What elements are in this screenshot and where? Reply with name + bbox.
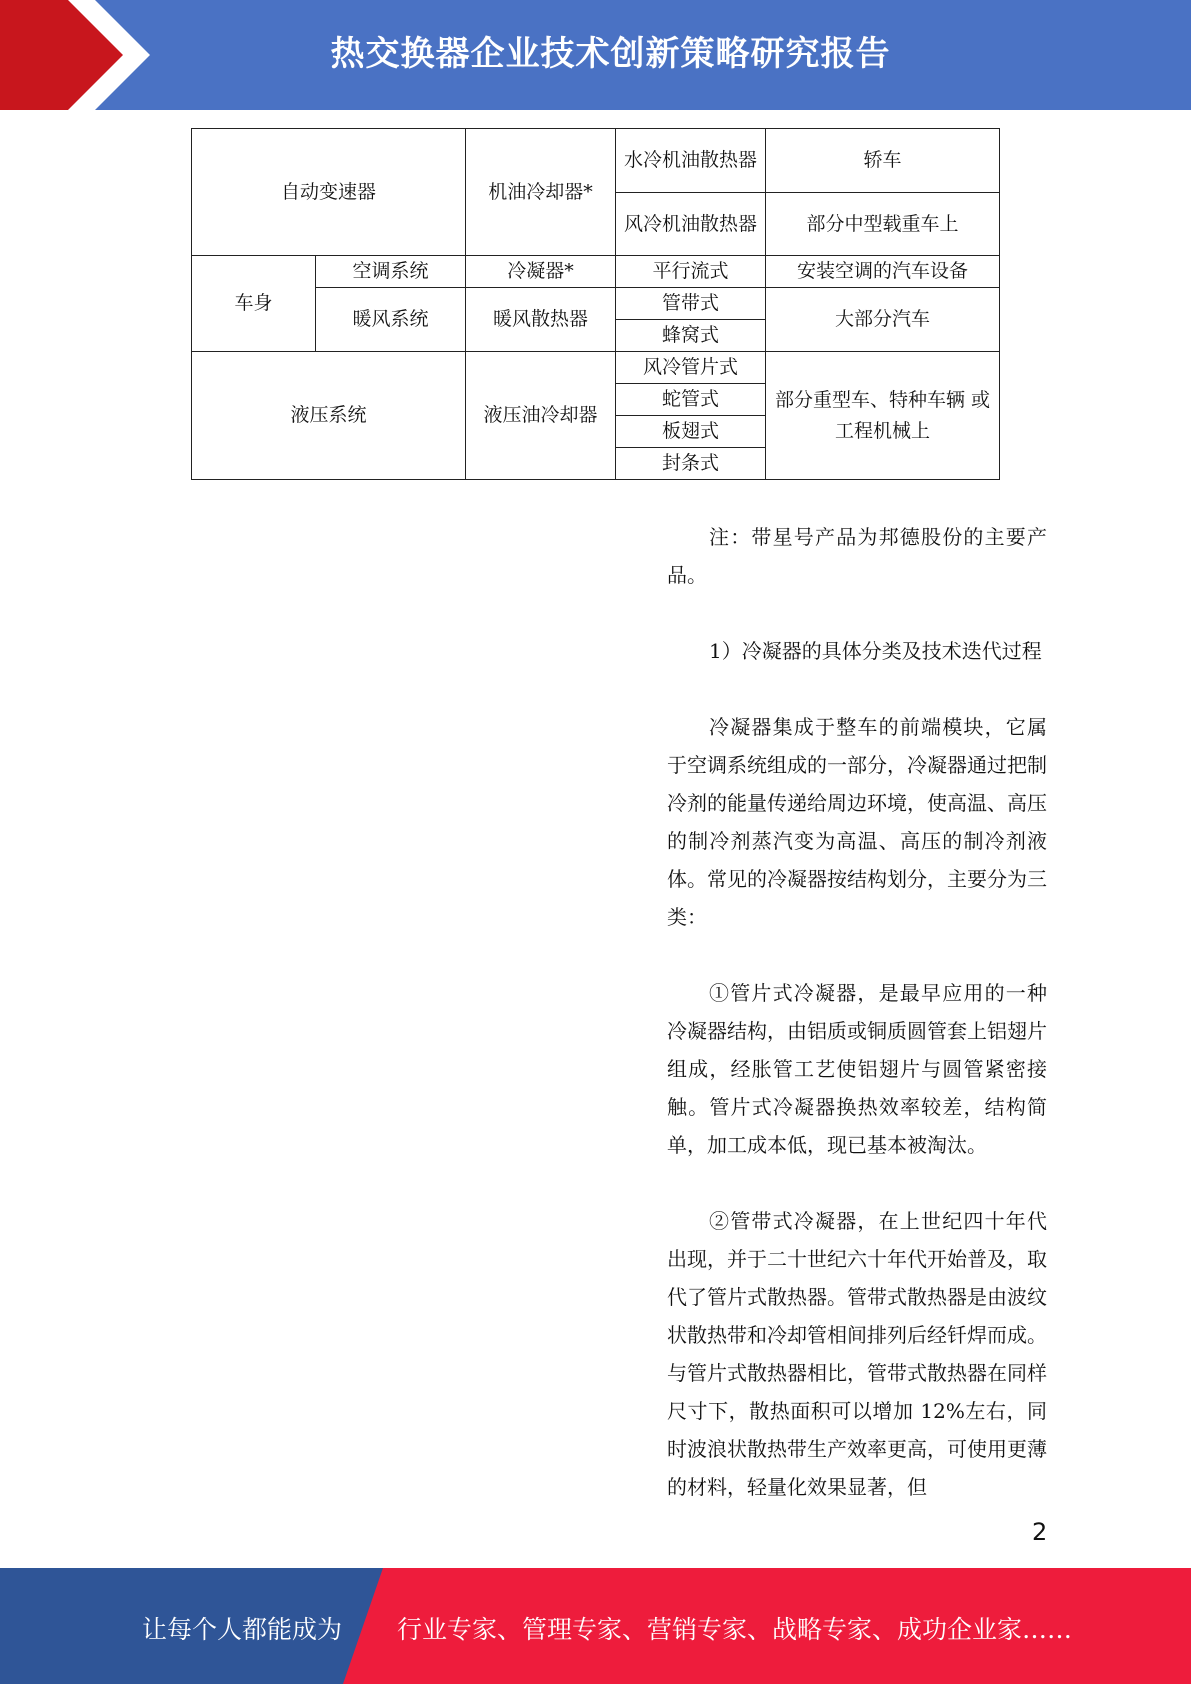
body-text-column [667,518,1047,1506]
table-cell: 蜂窝式 [616,320,766,352]
section-heading: 1）冷凝器的具体分类及技术迭代过程 [709,639,1042,663]
table-cell: 蛇管式 [616,384,766,416]
page-footer [0,1568,1191,1684]
table-cell: 自动变速器 [192,129,466,256]
table-cell: 车身 [192,256,316,352]
table-cell: 管带式 [616,288,766,320]
table-cell: 封条式 [616,448,766,480]
table-cell: 大部分汽车 [766,288,1000,352]
table-cell: 轿车 [766,129,1000,193]
page-number: 2 [1032,1518,1048,1546]
table-cell: 液压系统 [192,352,466,480]
footer-slogan-left: 让每个人都能成为 [142,1615,343,1644]
table-cell: 液压油冷却器 [466,352,616,480]
table-cell: 风冷管片式 [616,352,766,384]
table-cell: 暖风系统 [316,288,466,352]
body-paragraph: ②管带式冷凝器，在上世纪四十年代出现，并于二十世纪六十年代开始普及，取代了管片式散热器。管带式散热器是由波纹状散热带和冷却管相间排列后经钎焊而成。与管片式散热器相比，管带式散热器在同样尺寸下，散热面积可以增加 12%左右，同时波浪状散热带生产效率更高，可使用更薄的材料，轻量化效果显著，但 [667,1209,1047,1499]
heat-exchanger-table [191,128,1000,480]
table-cell: 冷凝器* [466,256,616,288]
table-cell: 水冷机油散热器 [616,129,766,193]
table-cell: 风冷机油散热器 [616,193,766,256]
page-header [0,0,1191,110]
table-cell: 空调系统 [316,256,466,288]
table-cell: 机油冷却器* [466,129,616,256]
report-title: 热交换器企业技术创新策略研究报告 [330,34,891,74]
table-cell: 板翅式 [616,416,766,448]
table-cell: 部分中型载重车上 [766,193,1000,256]
table-cell: 平行流式 [616,256,766,288]
body-paragraph: 冷凝器集成于整车的前端模块，它属于空调系统组成的一部分，冷凝器通过把制冷剂的能量传递给周边环境，使高温、高压的制冷剂蒸汽变为高温、高压的制冷剂液体。常见的冷凝器按结构划分，主要分为三类： [667,715,1047,929]
note-paragraph: 注：带星号产品为邦德股份的主要产品。 [667,525,1047,587]
footer-slogan-right: 行业专家、管理专家、营销专家、战略专家、成功企业家…… [397,1615,1073,1644]
table-cell: 暖风散热器 [466,288,616,352]
body-paragraph: ①管片式冷凝器，是最早应用的一种冷凝器结构，由铝质或铜质圆管套上铝翅片组成，经胀管工艺使铝翅片与圆管紧密接触。管片式冷凝器换热效率较差，结构简单，加工成本低，现已基本被淘汰。 [667,981,1047,1157]
table-cell: 部分重型车、特种车辆 或工程机械上 [766,352,1000,480]
table-cell: 安装空调的汽车设备 [766,256,1000,288]
